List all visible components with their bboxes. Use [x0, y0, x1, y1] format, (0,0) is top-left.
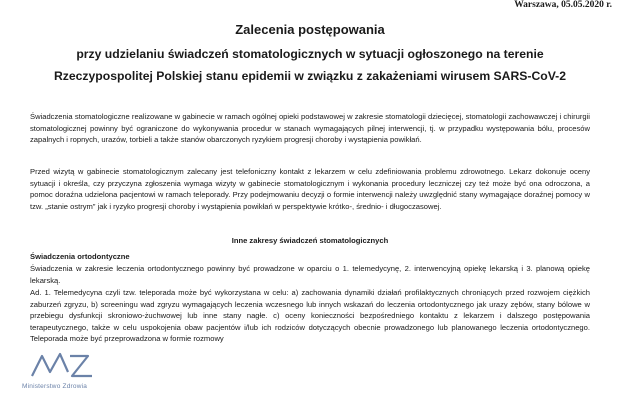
- ministry-logo-icon: [30, 350, 94, 380]
- document-subtitle-line-1: przy udzielaniu świadczeń stomatologicznych w sytuacji ogłoszonego na terenie: [76, 47, 544, 61]
- paragraph-general-care: Świadczenia stomatologiczne realizowane w gabinecie w ramach ogólnej opieki podstawowej w zakresie stomatologii dziecięcej, stomatologii zachowawczej i chirurgii stomatologicznej powinny być ograniczone do wykonywania procedur w stanach wymagających pilnej interwencji, tj. w przypadku występowania bólu, procesów zapalnych i ropnych, urazów, torbieli a także stanów obarczonych ryzykiem progresji choroby i wystąpienia powikłań.: [30, 112, 590, 144]
- paragraph-orthodontic-services: Świadczenia w zakresie leczenia ortodontycznego powinny być prowadzone w oparciu o 1. telemedycynę, 2. interwencyjną opiekę lekarską i 3. planową opiekę lekarską.: [30, 264, 590, 285]
- subsection-heading-orthodontics: Świadczenia ortodontyczne: [30, 252, 130, 261]
- document-subtitle-line-2: Rzeczypospolitej Polskiej stanu epidemii w związku z zakażeniami wirusem SARS-CoV-2: [53, 69, 567, 83]
- paragraph-telemedicine: Ad. 1. Telemedycyna czyli tzw. teleporada może być wykorzystana w celu: a) zachowania dynamiki działań profilaktycznych chroniących przed rozwojem ciężkich zaburzeń zgryzu, b) screeningu wad zgryzu wymagających leczenia wczesnego lub innych wskazań do leczenia ortodontycznego jak urazy zębów, stany bólowe w przebiegu dysfunkcji skroniowo-żuchwowej lub inne stany nagłe. c) oceny konieczności bezpośredniego kontaktu z lekarzem i dalszego postępowania terapeutycznego, także w celu uspokojenia obaw pacjentów i/lub ich rodziców dotyczących obecnie prowadzonego lub planowanego leczenia ortodontycznego. Teleporada może być przeprowadzona w formie rozmowy: [30, 288, 590, 343]
- section-heading: Inne zakresy świadczeń stomatologicznych: [231, 236, 389, 245]
- paragraph-teleconsultation: Przed wizytą w gabinecie stomatologicznym zalecany jest telefoniczny kontakt z lekarzem w celu zdefiniowania problemu zdrowotnego. Lekarz dokonuje oceny sytuacji i określa, czy przyczyna zgłoszenia wymaga wizyty w gabinecie stomatologicznym i wykonania procedury leczniczej czy też może być ona odroczona, a pomoc doraźna udzielona pacjentowi w ramach teleporady. Przy podejmowaniu decyzji o formie interwencji należy uwzględnić stany wymagające doraźnej pomocy w tzw. „stanie ostrym” jak i ryzyko progresji choroby i wystąpienia powikłań w perspektywie krótko-, średnio- i długoczasowej.: [30, 167, 590, 211]
- document-title: Zalecenia postępowania: [235, 22, 385, 37]
- ministry-logo-text: Ministerstwo Zdrowia: [22, 383, 88, 390]
- document-date: Warszawa, 05.05.2020 r.: [514, 0, 612, 10]
- ministry-logo: [22, 350, 112, 396]
